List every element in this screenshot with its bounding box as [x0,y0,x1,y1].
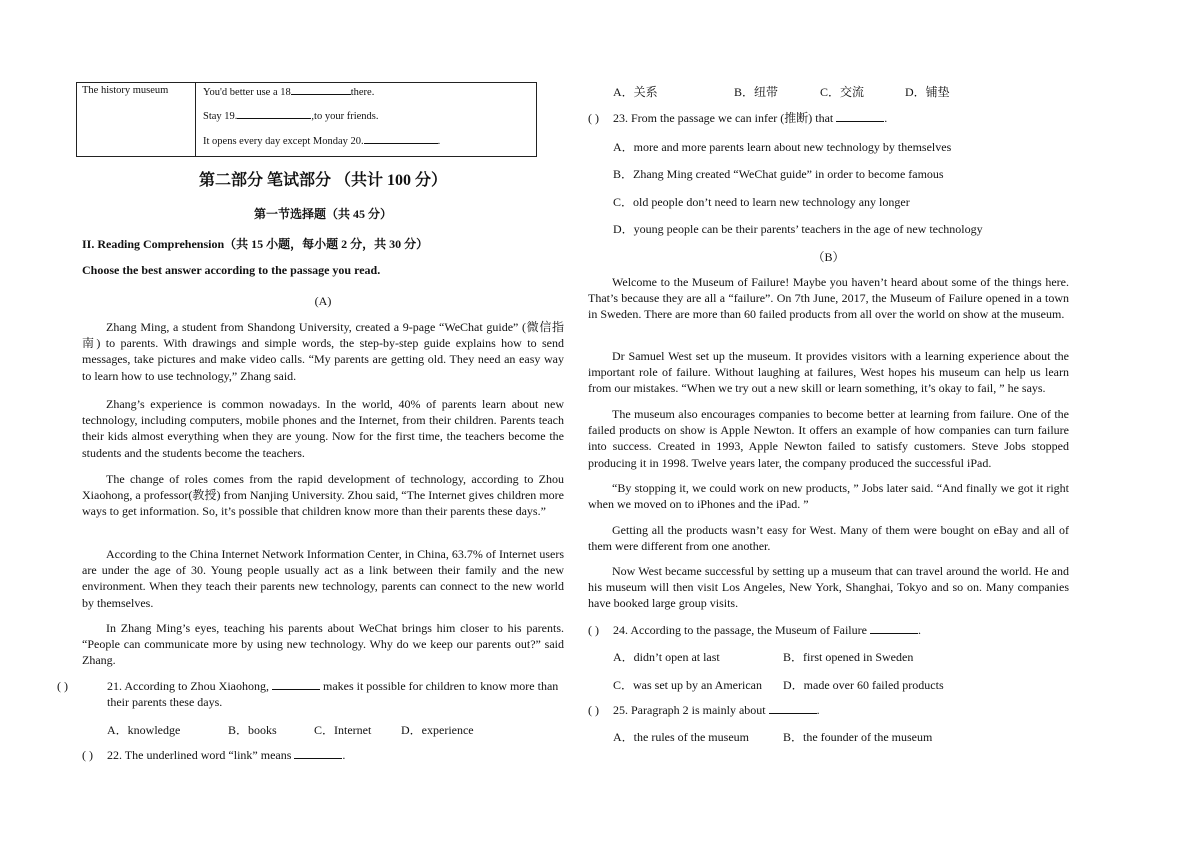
option-b[interactable]: B．Zhang Ming created “WeChat guide” in order to become famous [613,167,944,181]
passage-a-paragraph: Zhang Ming, a student from Shandong University, created a 9-page “WeChat guide” (微信指南) to parents. With drawings and simple words, the step-by-step guide explains how to send messages, take pictures and make video calls. “My parents are getting old. They need an easy way to learn how to use technology,” Zhang said. [82,320,564,383]
question-24 [588,622,1069,638]
passage-a-paragraph: Zhang’s experience is common nowadays. In the world, 40% of parents learn about new technology, including computers, mobile phones and the Internet, from their children. Parents teach their kids almost everything when they are young. Now for the first time, the teachers become the students and the students become the teachers. [82,397,564,460]
option-b[interactable]: B．books [228,723,277,737]
option-a[interactable]: A．knowledge [107,723,181,737]
option-b[interactable]: B．the founder of the museum [783,730,933,744]
option-a[interactable]: A．关系 [613,85,658,99]
table-line-text: Stay 19. [203,111,238,122]
section-title: 第一节选择题（共 45 分） [253,207,392,221]
table-line-text: . [437,136,441,147]
option-b[interactable]: B．first opened in Sweden [783,650,914,664]
passage-b-paragraph: The museum also encourages companies to become better at learning from failure. One of the failed products on show is Apple Newton. It offers an example of how companies can turn failure into success. Created in 1993, Apple Newton failed to satisfy customers. Steve Jobs stopped producing it in 1998. Twelve years later, the company produced the successful iPad. [588,407,1069,470]
table-line-text: ,to your friends. [311,111,379,122]
question-blank [294,748,342,759]
answer-paren[interactable]: ( ) [57,679,68,693]
question-stem: . [342,748,346,762]
table-line-text: It opens every day except Monday 20. [203,136,364,147]
question-stem: 25. Paragraph 2 is mainly about [613,703,766,717]
option-d[interactable]: D．experience [401,723,474,737]
table-line-18 [203,85,374,98]
passage-b-label: （B） [812,250,845,264]
question-21 [57,678,564,710]
answer-blank-18[interactable] [291,85,351,95]
question-stem: makes it possible for children to know more than their parents these days. [107,679,559,709]
option-d[interactable]: D．made over 60 failed products [783,678,944,692]
option-c[interactable]: C．Internet [314,723,372,737]
question-blank [272,679,320,690]
part-title: 第二部分 笔试部分 （共计 100 分） [198,172,447,189]
question-22 [82,747,564,763]
question-blank [836,111,884,122]
passage-a-paragraph: In Zhang Ming’s eyes, teaching his parents about WeChat brings him closer to his parents. “People can communicate more by using new technology. Why do we keep our parents out?” said Zhang. [82,621,564,668]
table-line-20 [203,134,440,147]
option-c[interactable]: C．交流 [820,85,865,99]
passage-a-label: (A) [314,294,332,308]
question-blank [870,623,918,634]
reading-header: II. Reading Comprehension（共 15 小题，每小题 2 分，共 30 分） [82,237,429,251]
passage-b-paragraph: Now West became successful by setting up a museum that can travel around the world. He and his museum will then visit Los Angeles, New York, Shanghai, Tokyo and so on. Many companies have booked large group visits. [588,564,1069,611]
question-blank [769,703,817,714]
answer-paren[interactable]: ( ) [588,623,599,637]
passage-a-paragraph: The change of roles comes from the rapid development of technology, according to Zhou Xiaohong, a professor(教授) from Nanjing University. Zhou said, “The Internet gives children more ways to get information. So, it’s possible that children know more than their parents these days.” [82,472,564,519]
question-stem: . [917,623,921,637]
passage-b-paragraph: Welcome to the Museum of Failure! Maybe you haven’t heard about some of the things here. That’s because they are all a “failure”. On 7th June, 2017, the Museum of Failure opened in a town in Sweden. There are more than 60 failed products from all over the world on show at the museum. [588,275,1069,322]
option-a[interactable]: A．more and more parents learn about new technology by themselves [613,140,952,154]
option-c[interactable]: C．was set up by an American [613,678,762,692]
option-c[interactable]: C．old people don’t need to learn new technology any longer [613,195,910,209]
question-stem: 23. From the passage we can infer (推断) that [613,111,834,125]
question-stem: . [816,703,820,717]
option-d[interactable]: D．young people can be their parents’ teachers in the age of new technology [613,222,983,236]
answer-paren[interactable]: ( ) [588,111,599,125]
passage-b-paragraph: “By stopping it, we could work on new products, ” Jobs later said. “And finally we got it right when we moved on to iPhones and the iPad. ” [588,481,1069,512]
passage-b-paragraph: Dr Samuel West set up the museum. It provides visitors with a learning experience about the important role of failure. Without laughing at failures, West hopes his museum can help us learn from our mistakes. “When we try out a new skill or learn something, it’s okay to fail, ” he says. [588,349,1069,396]
option-d[interactable]: D．铺垫 [905,85,950,99]
question-25 [588,702,1069,718]
table-line-19 [203,109,379,122]
answer-blank-20[interactable] [364,134,438,144]
question-23 [588,110,1069,126]
answer-paren[interactable]: ( ) [82,748,93,762]
question-stem: 24. According to the passage, the Museum of Failure [613,623,867,637]
question-stem: 22. The underlined word “link” means [107,748,292,762]
question-stem: 21. According to Zhou Xiaohong, [107,679,269,693]
passage-b-paragraph: Getting all the products wasn’t easy for West. Many of them were bought on eBay and all of them were different from one another. [588,523,1069,554]
table-line-text: there. [350,87,375,98]
answer-paren[interactable]: ( ) [588,703,599,717]
table-place-cell: The history museum [77,83,196,156]
table-line-text: You'd better use a 18 [203,87,291,98]
question-stem: . [884,111,888,125]
passage-a-paragraph: According to the China Internet Network Information Center, in China, 63.7% of Internet users are under the age of 30. Young people usually act as a link between their family and the new environment. When they teach their parents new technology, parents can connect to the new world by themselves. [82,547,564,610]
option-a[interactable]: A．the rules of the museum [613,730,749,744]
option-b[interactable]: B．纽带 [734,85,779,99]
answer-blank-19[interactable] [237,109,311,119]
fill-in-table [76,82,537,157]
instruction: Choose the best answer according to the passage you read. [82,263,381,277]
option-a[interactable]: A．didn’t open at last [613,650,720,664]
